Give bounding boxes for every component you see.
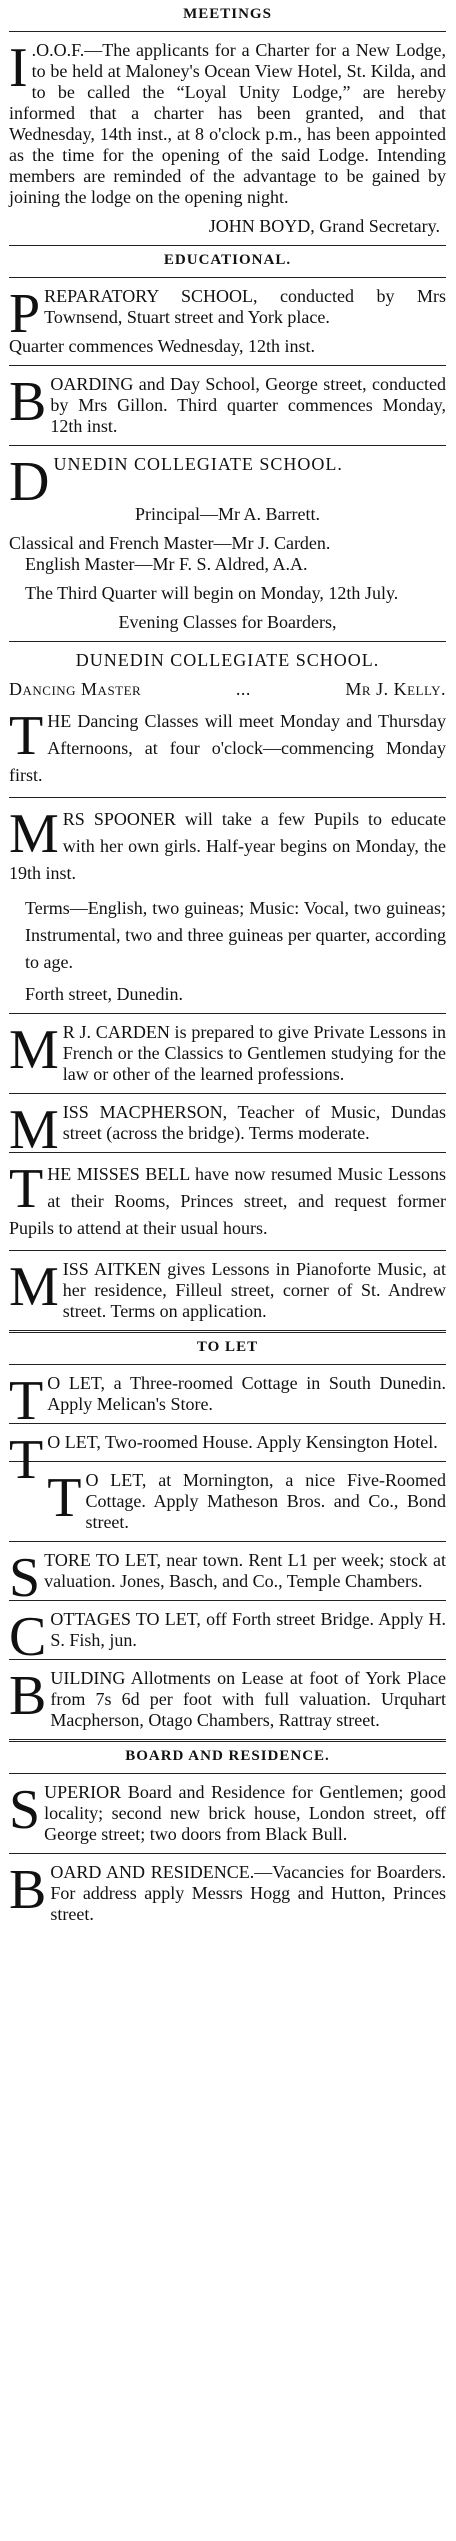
ad-classical-master: Classical and French Master—Mr J. Carden. — [9, 533, 331, 553]
section-title-to-let: TO LET — [196, 1339, 259, 1355]
ad-preparatory-school — [9, 278, 446, 365]
ad-title: UNEDIN COLLEGIATE SCHOOL. — [53, 454, 343, 474]
dropcap: T — [9, 1158, 44, 1220]
ad-boarding-school — [9, 366, 446, 445]
dropcap: C — [9, 1606, 47, 1668]
ad-text: .O.O.F.—The applicants for a Charter for a New Lodge, to be held at Maloney's Ocean View Hotel, St. Kilda, and to be called the “Loyal Unity Lodge,” are hereby informed that a charter has been granted, and that Wednesday, 14th inst., at 8 o'clock p.m., has been appointed as the time for the opening of the said Lodge. Intending members are reminded of the advantage to be gained by joining the lodge on the opening night. — [9, 40, 446, 207]
section-title-educational: EDUCATIONAL. — [163, 252, 292, 268]
dropcap: S — [9, 1547, 41, 1609]
ad-collegiate-dancing — [9, 642, 446, 797]
ad-text: HE Dancing Classes will meet Monday and Thursday Afternoons, at four o'clock—commencing Monday first. — [9, 711, 446, 785]
ad-miss-macpherson — [9, 1094, 446, 1161]
ad-principal: Principal—Mr A. Barrett. — [135, 504, 320, 524]
ad-text: R J. CARDEN is prepared to give Private Lessons in French or the Classics to Gentlemen studying for the law or other of the learned professions. — [62, 1022, 446, 1084]
ad-to-let-kensington — [9, 1424, 446, 1491]
ad-misses-bell — [9, 1153, 446, 1250]
section-title-board: BOARD AND RESIDENCE. — [125, 1748, 330, 1764]
ad-text: O LET, a Three-roomed Cottage in South Dunedin. Apply Melican's Store. — [47, 1373, 446, 1414]
ad-building-allotments — [9, 1660, 446, 1739]
dropcap: T — [9, 705, 44, 767]
dropcap: B — [9, 371, 47, 433]
ad-text: TORE TO LET, near town. Rent L1 per week; stock at valuation. Jones, Basch, and Co., Temple Chambers. — [44, 1550, 446, 1591]
dropcap: M — [9, 1099, 59, 1161]
ad-text: ISS AITKEN gives Lessons in Pianoforte Music, at her residence, Filleul street, corner of St. Andrew street. Terms on application. — [62, 1259, 446, 1321]
ad-quarter: The Third Quarter will begin on Monday, 12th July. — [25, 583, 399, 603]
ad-text: O LET, Two-roomed House. Apply Kensington Hotel. — [47, 1432, 438, 1452]
dropcap: T — [47, 1467, 82, 1529]
dropcap: S — [9, 1779, 41, 1841]
ad-collegiate-school — [9, 446, 446, 641]
dropcap: D — [9, 451, 50, 513]
dancing-master-name: Mr J. Kelly. — [345, 679, 446, 699]
dropcap: T — [9, 1429, 44, 1491]
ad-iof-lodge — [9, 32, 446, 245]
ad-to-let-mornington — [9, 1462, 446, 1541]
ad-text: OARD AND RESIDENCE.—Vacancies for Boarders. For address apply Messrs Hogg and Hutton, Princes street. — [50, 1862, 446, 1924]
ad-text: UILDING Allotments on Lease at foot of York Place from 7s 6d per foot with full valuation. Urquhart Macpherson, Otago Chambers, Rattray street. — [50, 1668, 446, 1730]
dropcap: T — [9, 1370, 44, 1432]
ad-text: HE MISSES BELL have now resumed Music Lessons at their Rooms, Princes street, and request former Pupils to attend at their usual hours. — [9, 1164, 446, 1238]
dropcap: P — [9, 283, 41, 345]
ad-superior-board — [9, 1774, 446, 1853]
dancing-master-row — [9, 679, 446, 700]
ad-store-to-let — [9, 1542, 446, 1609]
ad-miss-aitken — [9, 1251, 446, 1330]
ad-text: ISS MACPHERSON, Teacher of Music, Dundas street (across the bridge). Terms moderate. — [62, 1102, 446, 1143]
ad-to-let-south-dunedin — [9, 1365, 446, 1432]
dropcap: I — [9, 37, 28, 99]
dropcap: M — [9, 1019, 59, 1081]
ad-text: RS SPOONER will take a few Pupils to educate with her own girls. Half-year begins on Monday, the 19th inst. — [9, 809, 446, 883]
dancing-master-label: Dancing Master — [9, 679, 142, 699]
ad-text: OARDING and Day School, George street, conducted by Mrs Gillon. Third quarter commences Monday, 12th inst. — [50, 374, 446, 436]
dropcap: B — [9, 1665, 47, 1727]
ad-evening-classes: Evening Classes for Boarders, — [118, 612, 337, 632]
dropcap: B — [9, 1859, 47, 1921]
ad-text: OTTAGES TO LET, off Forth street Bridge. Apply H. S. Fish, jun. — [50, 1609, 446, 1650]
ad-terms: Terms—English, two guineas; Music: Vocal, two guineas; Instrumental, two and three guineas per quarter, according to age. — [25, 898, 446, 972]
leader-dots: ... — [235, 679, 251, 699]
dropcap: M — [9, 1256, 59, 1318]
ad-title: DUNEDIN COLLEGIATE SCHOOL. — [75, 650, 380, 670]
dropcap: M — [9, 803, 59, 865]
ad-english-master: English Master—Mr F. S. Aldred, A.A. — [25, 554, 308, 574]
ad-board-vacancies — [9, 1854, 446, 1933]
ad-address: Forth street, Dunedin. — [25, 984, 183, 1004]
ad-mrs-spooner — [9, 798, 446, 1013]
ad-cottages-to-let — [9, 1601, 446, 1668]
ad-note: Quarter commences Wednesday, 12th inst. — [9, 336, 315, 356]
ad-mr-carden — [9, 1014, 446, 1093]
ad-text: UPERIOR Board and Residence for Gentlemen; good locality; second new brick house, London street, off George street; two doors from Black Bull. — [44, 1782, 446, 1844]
ad-text: REPARATORY SCHOOL, conducted by Mrs Townsend, Stuart street and York place. — [44, 286, 446, 327]
ad-text: O LET, at Mornington, a nice Five-Roomed Cottage. Apply Matheson Bros. and Co., Bond street. — [85, 1470, 446, 1532]
ad-signature: JOHN BOYD, Grand Secretary. — [208, 216, 440, 236]
section-title-meetings: MEETINGS — [183, 6, 272, 22]
